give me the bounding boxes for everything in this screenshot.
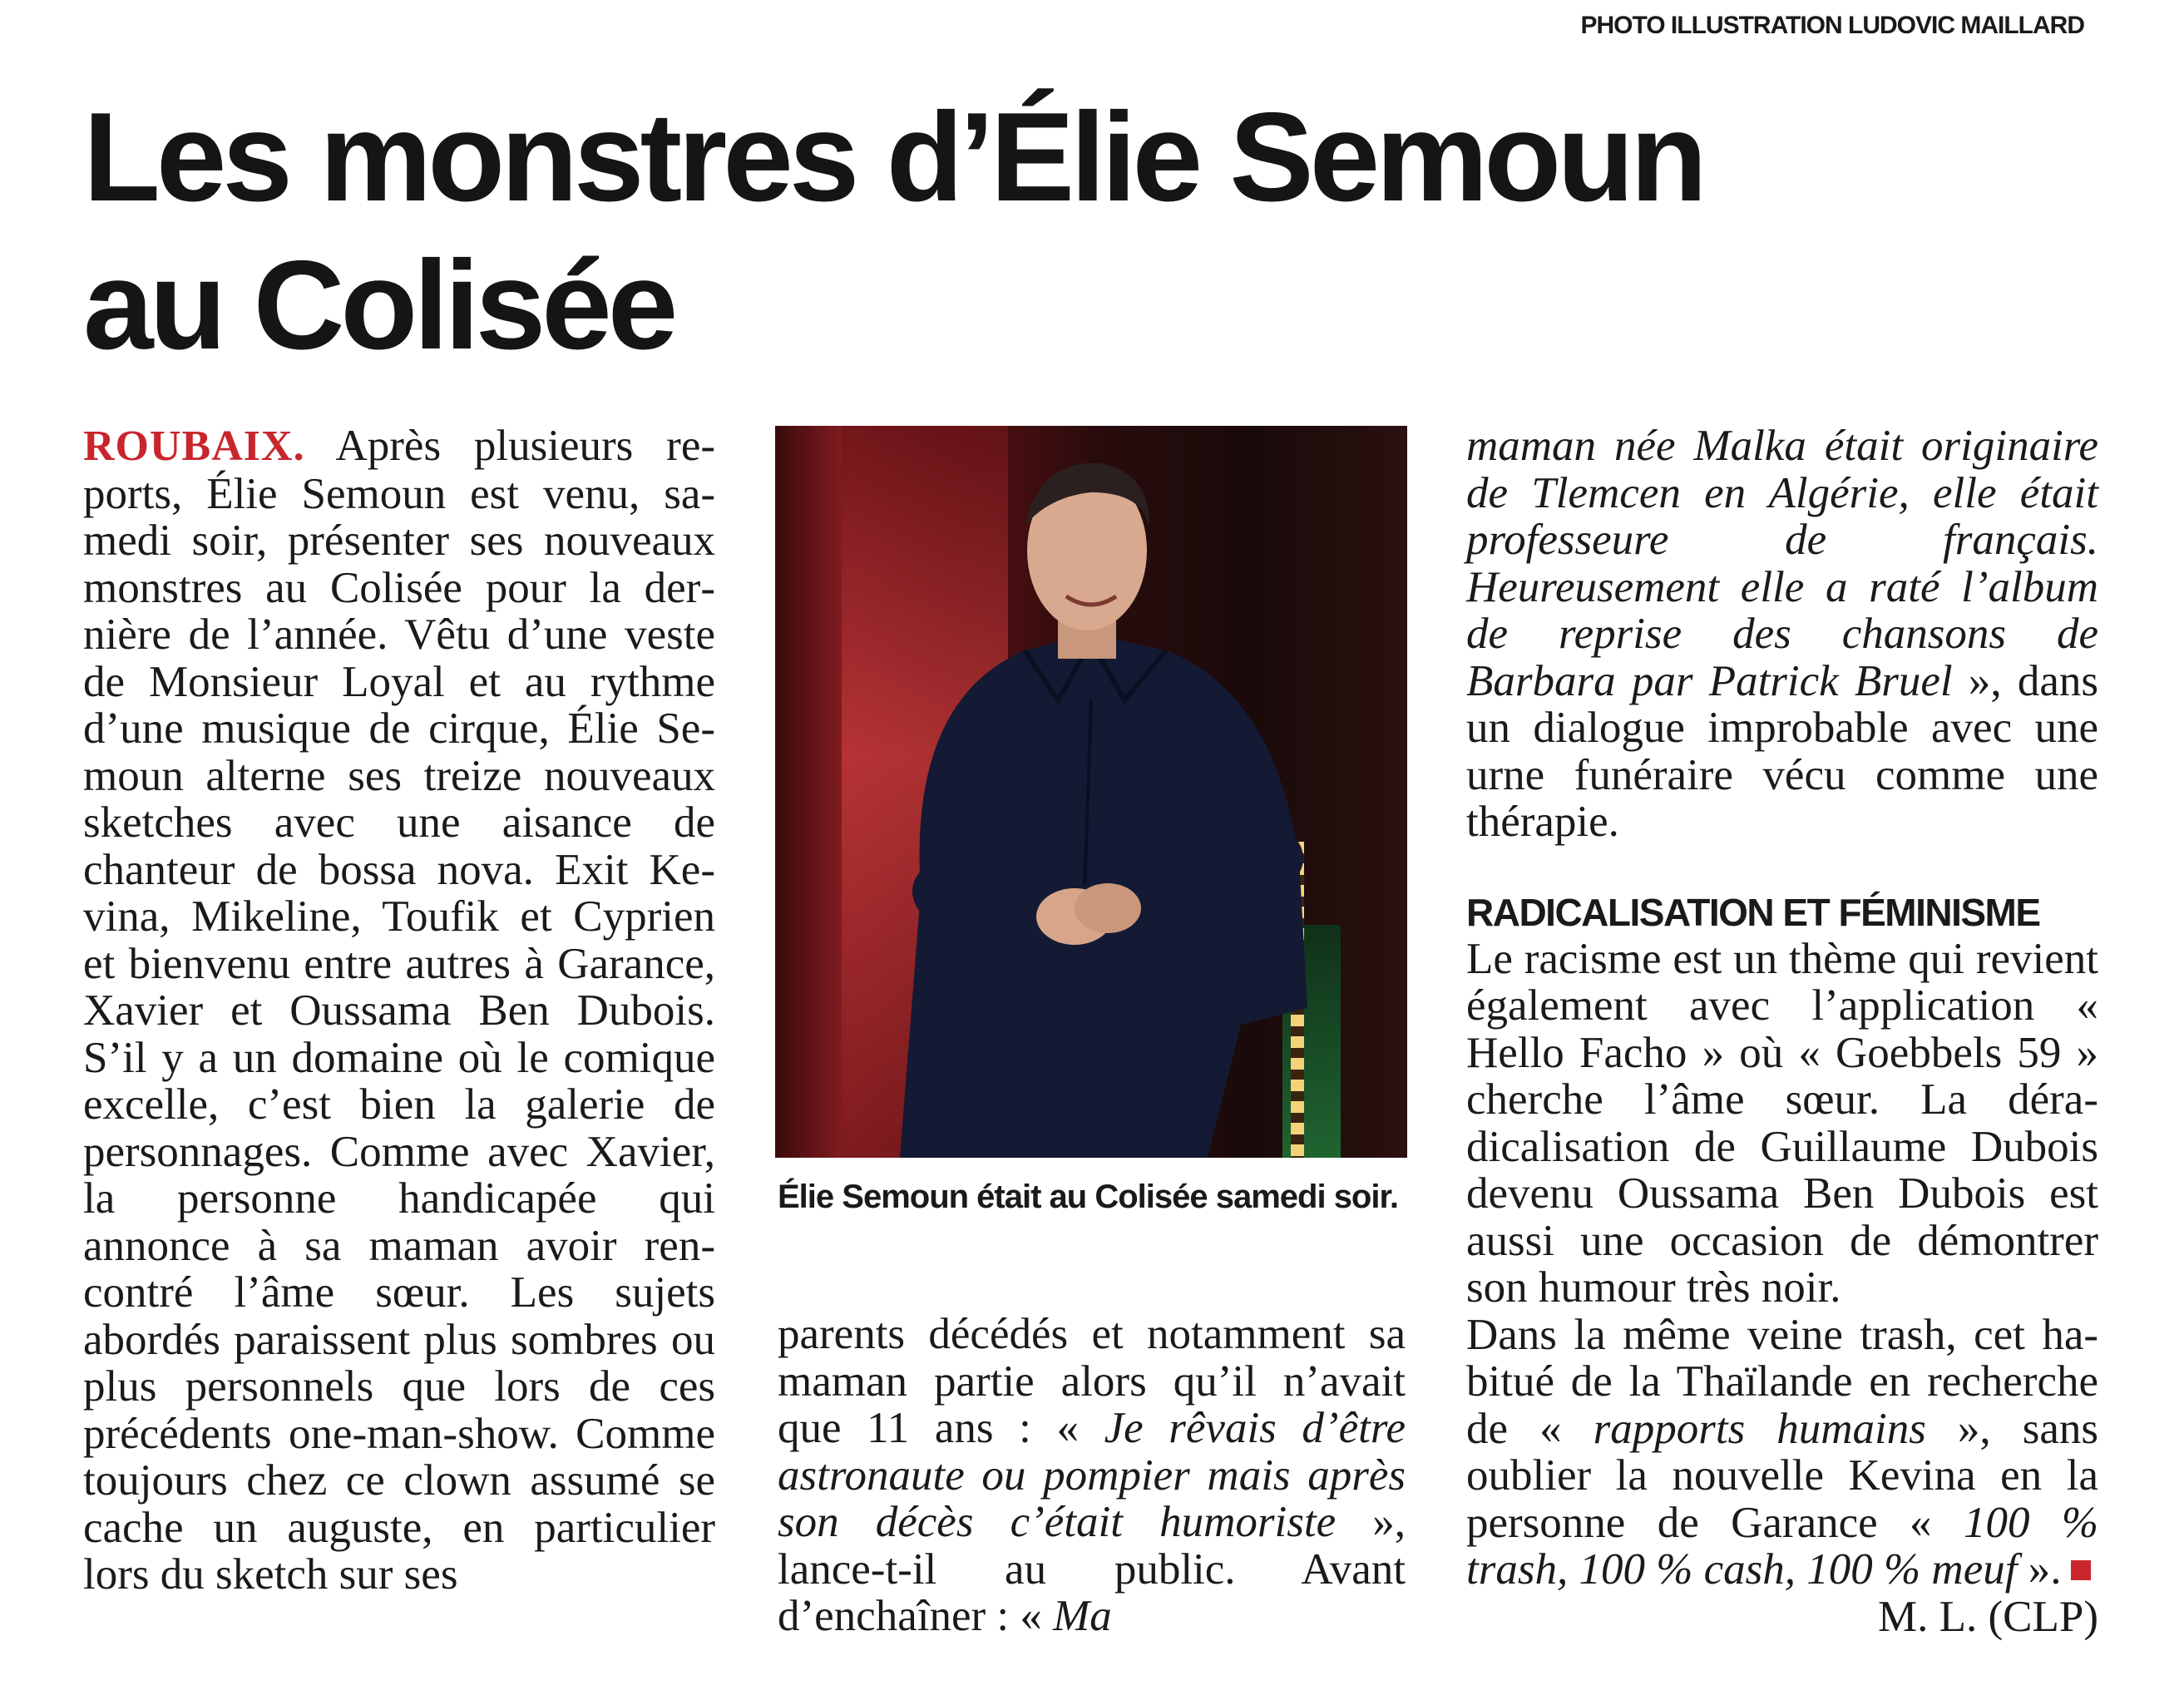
comedian-figure [775,426,1407,1158]
article-paragraph [1466,1312,2098,1594]
quote: rapports humains [1593,1404,1926,1453]
article-column-1 [83,423,715,1599]
quote: Ma [1053,1592,1112,1640]
article-paragraph: Le racisme est un thème qui revient également avec l’application « Hello Facho » où « Goebbels 59 » cherche l’âme sœur. La déradicalisation de Guillaume Dubois devenu Oussama Ben Dubois est aussi une occasion de démontrer son humour très noir. [1466,934,2098,1312]
column-3-text: », sans oublier la nouvelle Kevina en la personne de Garance « [1466,1404,2098,1547]
article-paragraph [778,1311,1406,1640]
author-signature: M. L. (CLP) [1878,1592,2098,1641]
column-2-text: parents décédés et notamment sa maman partie alors qu’il n’avait que 11 ans : « [778,1310,1406,1452]
dateline: ROUBAIX. [83,423,305,470]
photo-caption: Élie Semoun était au Colisée samedi soir. [778,1179,1398,1215]
column-3-text: Dans la même veine trash, cet habitué de la Thaïlande en recherche de « [1466,1310,2098,1453]
column-2-text: », lance-t-il au public. Avant d’enchaîner : « [778,1498,1406,1640]
column-1-text: Après plusieurs reports, Élie Semoun est venu, samedi soir, présenter ses nouveaux monstres au Colisée pour la dernière de l’année. Vêtu d’une veste de Monsieur Loyal et au rythme d’une musique de cirque, Élie Semoun alterne ses treize nouveaux sketches avec une aisance de chanteur de bossa nova. Exit Kevina, Mikeline, Toufik et Cyprien et bienvenu entre autres à Garance, Xavier et Oussama Ben Dubois. S’il y a un domaine où le comique excelle, c’est bien la galerie de personnages. Comme avec Xavier, la personne handicapée qui annonce à sa maman avoir rencontré l’âme sœur. Les sujets abordés paraissent plus sombres ou plus personnels que lors de ces précédents one-man-show. Comme toujours chez ce clown assumé se cache un auguste, en particulier lors du sketch sur ses [83,422,715,1599]
article-paragraph [1466,423,2098,846]
headline [83,83,1996,379]
quote: Je rêvais d’être astronaute ou pompier mais après son décès c’était humoriste [778,1404,1406,1546]
section-subhead: RADICALISATION ET FÉMINISME [1466,890,2040,934]
column-3-text: ». [2017,1545,2062,1594]
article-column-3 [1466,423,2098,1640]
end-mark-icon [2071,1560,2091,1580]
article-paragraph [83,423,715,1599]
headline-line-2: au Colisée [83,235,674,376]
quote: maman née Malka était originaire de Tlemcen en Algérie, elle était professeure de français. Heureusement elle a raté l’album de reprise des chansons de Barbara par Patrick Bruel [1466,422,2098,705]
article-photo [775,426,1407,1158]
quote: 100 % trash, 100 % cash, 100 % meuf [1466,1498,2098,1594]
photo-credit: PHOTO ILLUSTRATION LUDOVIC MAILLARD [1580,12,2084,39]
column-3-text: », dans un dialogue improbable avec une urne funéraire vécu comme une thérapie. [1466,656,2098,846]
headline-line-1: Les monstres d’Élie Semoun [83,86,1703,228]
article-column-2 [778,1311,1406,1640]
